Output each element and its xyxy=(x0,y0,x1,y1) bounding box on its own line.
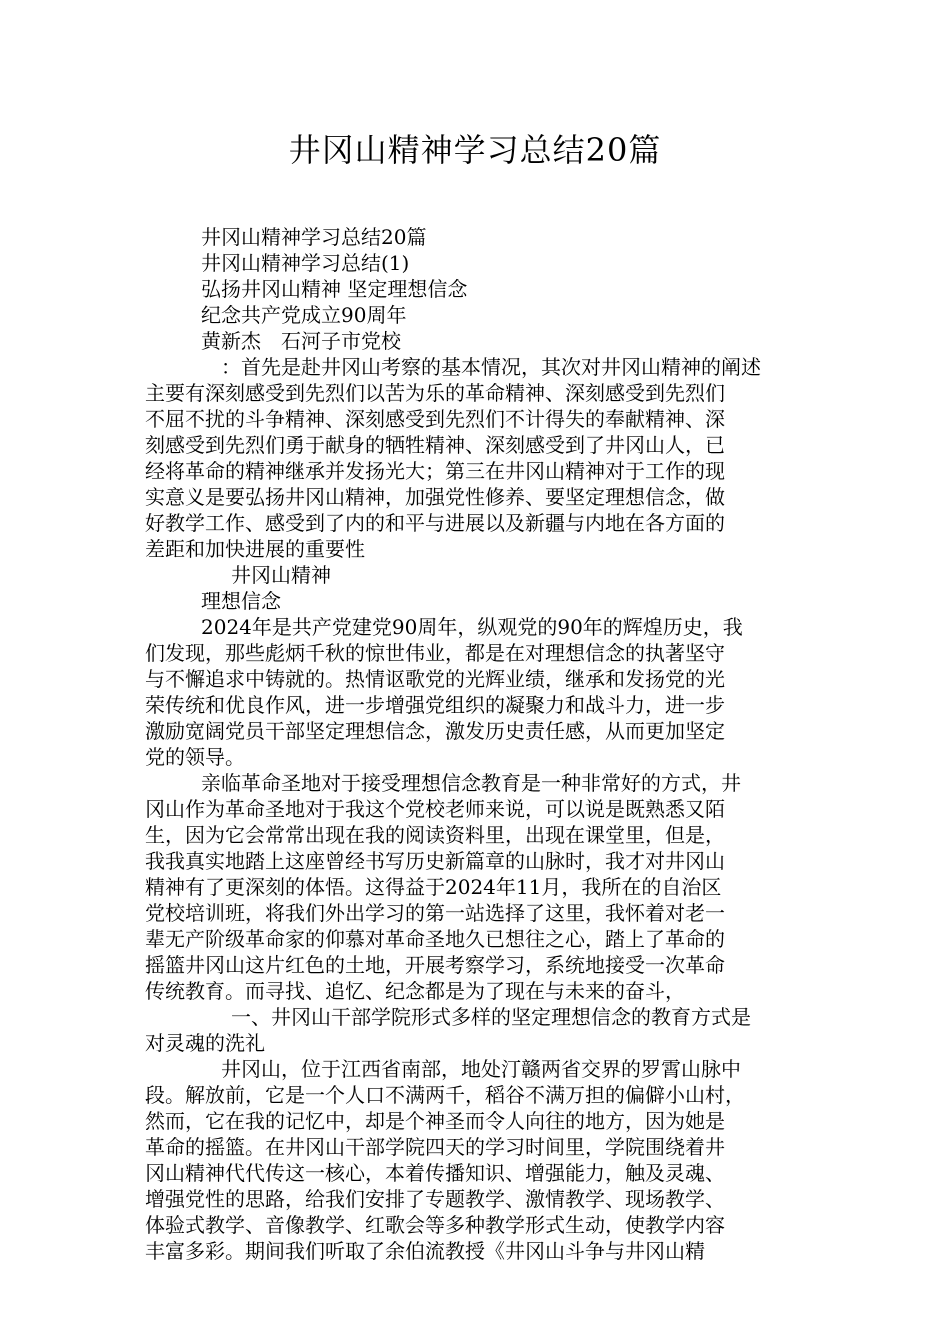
text-line: 摇篮井冈山这片红色的土地，开展考察学习，系统地接受一次革命 xyxy=(145,953,725,977)
text-line: 亲临革命圣地对于接受理想信念教育是一种非常好的方式，井 xyxy=(201,771,741,795)
text-line: 体验式教学、音像教学、红歌会等多种教学形式生动，使教学内容 xyxy=(145,1213,725,1237)
text-line: 增强党性的思路，给我们安排了专题教学、激情教学、现场教学、 xyxy=(145,1187,725,1211)
text-line: 理想信念 xyxy=(201,589,281,613)
document-title: 井冈山精神学习总结20篇 xyxy=(288,131,662,169)
text-line: 生，因为它会常常出现在我的阅读资料里，出现在课堂里，但是， xyxy=(145,823,725,847)
text-line: 丰富多彩。期间我们听取了余伯流教授《井冈山斗争与井冈山精 xyxy=(145,1239,705,1263)
text-line: 党校培训班，将我们外出学习的第一站选择了这里，我怀着对老一 xyxy=(145,901,725,925)
text-line: 段。解放前，它是一个人口不满两千，稻谷不满万担的偏僻小山村， xyxy=(145,1083,745,1107)
text-line: 与不懈追求中铸就的。热情讴歌党的光辉业绩，继承和发扬党的光 xyxy=(145,667,725,691)
text-line: 我我真实地踏上这座曾经书写历史新篇章的山脉时，我才对井冈山 xyxy=(145,849,725,873)
text-line: 然而，它在我的记忆中，却是个神圣而令人向往的地方，因为她是 xyxy=(145,1109,725,1133)
text-line: 好教学工作、感受到了内的和平与进展以及新疆与内地在各方面的 xyxy=(145,511,725,535)
text-line: 井冈山精神 xyxy=(211,563,331,587)
text-line: 差距和加快进展的重要性 xyxy=(145,537,365,561)
text-line: 经将革命的精神继承并发扬光大；第三在井冈山精神对于工作的现 xyxy=(145,459,725,483)
text-line: 一、井冈山干部学院形式多样的坚定理想信念的教育方式是 xyxy=(211,1005,751,1029)
text-line: 不屈不扰的斗争精神、深刻感受到先烈们不计得失的奉献精神、深 xyxy=(145,407,725,431)
text-line: 井冈山精神学习总结(1) xyxy=(201,251,410,275)
text-line: 荣传统和优良作风，进一步增强党组织的凝聚力和战斗力，进一步 xyxy=(145,693,725,717)
text-line: 弘扬井冈山精神 坚定理想信念 xyxy=(201,277,468,301)
text-line: 们发现，那些彪炳千秋的惊世伟业，都是在对理想信念的执著坚守 xyxy=(145,641,725,665)
text-line: 井冈山精神学习总结20篇 xyxy=(201,225,427,249)
text-line: 纪念共产党成立90周年 xyxy=(201,303,407,327)
text-line: 传统教育。而寻找、追忆、纪念都是为了现在与未来的奋斗， xyxy=(145,979,685,1003)
text-line: 革命的摇篮。在井冈山干部学院四天的学习时间里，学院围绕着井 xyxy=(145,1135,725,1159)
text-line: 刻感受到先烈们勇于献身的牺牲精神、深刻感受到了井冈山人，已 xyxy=(145,433,725,457)
text-line: 激励宽阔党员干部坚定理想信念，激发历史责任感，从而更加坚定 xyxy=(145,719,725,743)
document-body xyxy=(145,224,807,1264)
text-line: 井冈山，位于江西省南部，地处汀赣两省交界的罗霄山脉中 xyxy=(221,1057,741,1081)
text-line: 辈无产阶级革命家的仰慕对革命圣地久已想往之心，踏上了革命的 xyxy=(145,927,725,951)
text-line: 实意义是要弘扬井冈山精神，加强党性修养、要坚定理想信念，做 xyxy=(145,485,725,509)
text-line: ：首先是赴井冈山考察的基本情况，其次对井冈山精神的阐述 xyxy=(201,355,761,379)
text-line: 主要有深刻感受到先烈们以苦为乐的革命精神、深刻感受到先烈们 xyxy=(145,381,725,405)
text-line: 对灵魂的洗礼 xyxy=(145,1031,265,1055)
text-line: 党的领导。 xyxy=(145,745,245,769)
text-line: 冈山作为革命圣地对于我这个党校老师来说，可以说是既熟悉又陌 xyxy=(145,797,725,821)
text-line: 冈山精神代代传这一核心，本着传播知识、增强能力，触及灵魂、 xyxy=(145,1161,725,1185)
text-line: 精神有了更深刻的体悟。这得益于2024年11月，我所在的自治区 xyxy=(145,875,722,899)
text-line: 2024年是共产党建党90周年，纵观党的90年的辉煌历史，我 xyxy=(201,615,743,639)
text-line: 黄新杰 石河子市党校 xyxy=(201,329,401,353)
